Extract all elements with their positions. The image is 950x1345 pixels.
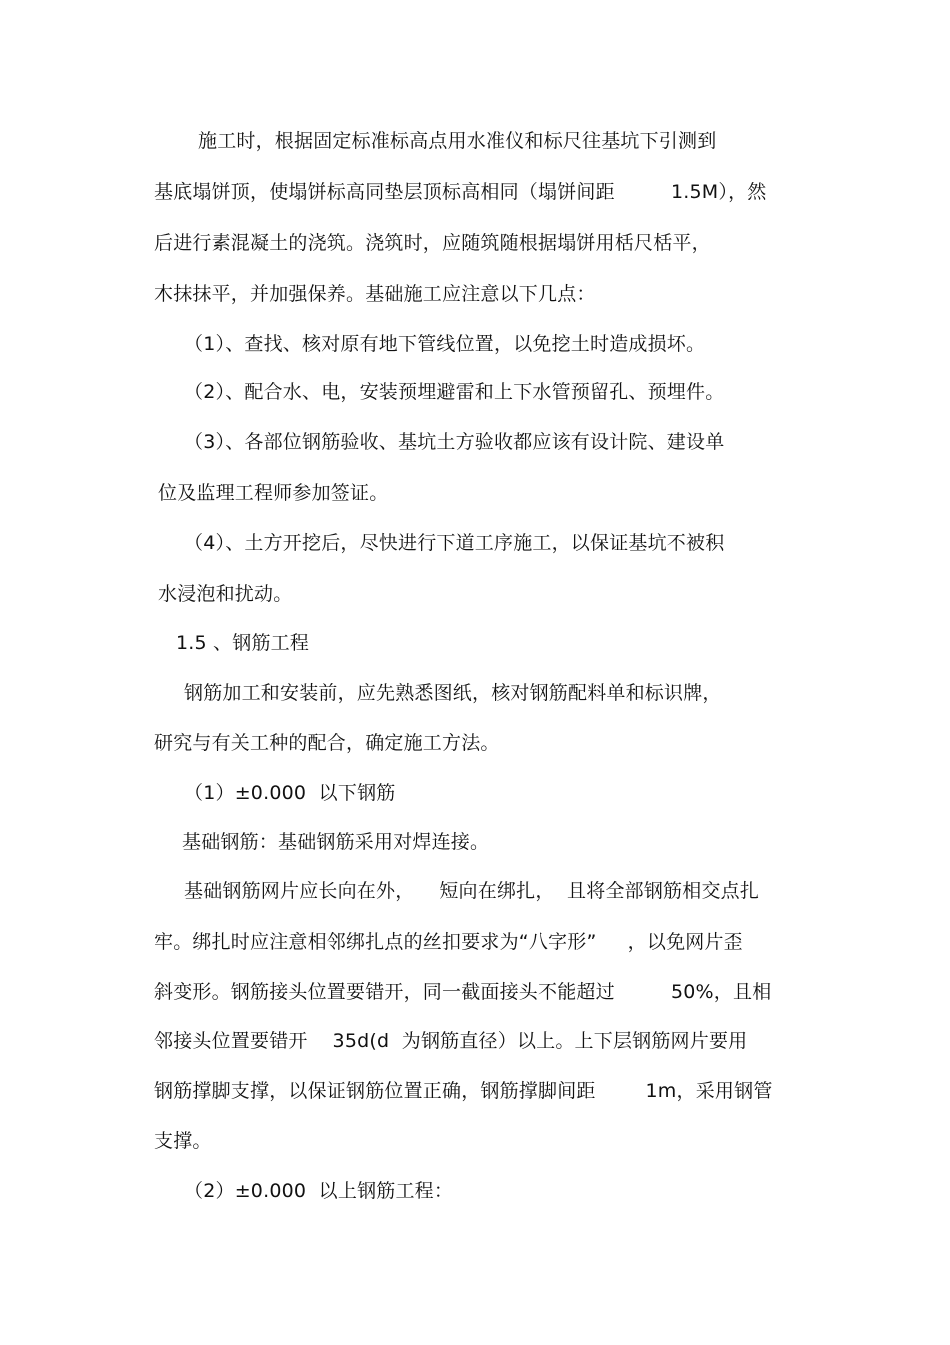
paragraph-line-9: 牢。绑扎时应注意相邻绑扎点的丝扣要求为“八字形” ，以免网片歪 — [154, 931, 743, 953]
paragraph-line-7: 基础钢筋：基础钢筋采用对焊连接。 — [182, 831, 490, 853]
paragraph-line-3: 后进行素混凝土的浇筑。浇筑时，应随筑随根据塌饼用栝尺栝平， — [154, 232, 711, 254]
list-item-3: （3）、各部位钢筋验收、基坑土方验收都应该有设计院、建设单 — [184, 431, 725, 453]
paragraph-line-6: 研究与有关工种的配合，确定施工方法。 — [154, 732, 500, 754]
section-heading: 1.5 、钢筋工程 — [176, 632, 310, 654]
subsection-heading-2: （2）±0.000 以上钢筋工程： — [184, 1180, 454, 1202]
paragraph-line-2: 基底塌饼顶，使塌饼标高同垫层顶标高相同（塌饼间距 1.5M），然 — [154, 181, 767, 203]
paragraph-line-8: 基础钢筋网片应长向在外， 短向在绑扎， 且将全部钢筋相交点扎 — [184, 880, 760, 902]
list-item-4: （4）、土方开挖后，尽快进行下道工序施工，以保证基坑不被积 — [184, 532, 725, 554]
paragraph-line-11: 邻接头位置要错开 35d(d 为钢筋直径）以上。上下层钢筋网片要用 — [154, 1030, 748, 1052]
list-item-1: （1）、查找、核对原有地下管线位置，以免挖土时造成损坏。 — [184, 333, 706, 355]
paragraph-line-4: 木抹抹平，并加强保养。基础施工应注意以下几点： — [154, 283, 596, 305]
list-item-3-continued: 位及监理工程师参加签证。 — [158, 482, 389, 504]
paragraph-line-5: 钢筋加工和安装前，应先熟悉图纸，核对钢筋配料单和标识牌， — [184, 682, 722, 704]
paragraph-line-1: 施工时，根据固定标准标高点用水准仪和标尺往基坑下引测到 — [198, 130, 717, 152]
subsection-heading-1: （1）±0.000 以下钢筋 — [184, 782, 396, 804]
list-item-2: （2）、配合水、电，安装预埋避雷和上下水管预留孔、预埋件。 — [184, 381, 725, 403]
list-item-4-continued: 水浸泡和扰动。 — [158, 583, 293, 605]
paragraph-line-10: 斜变形。钢筋接头位置要错开，同一截面接头不能超过 50%，且相 — [154, 981, 772, 1003]
paragraph-line-13: 支撑。 — [154, 1130, 212, 1152]
paragraph-line-12: 钢筋撑脚支撑，以保证钢筋位置正确，钢筋撑脚间距 1m，采用钢管 — [154, 1080, 773, 1102]
